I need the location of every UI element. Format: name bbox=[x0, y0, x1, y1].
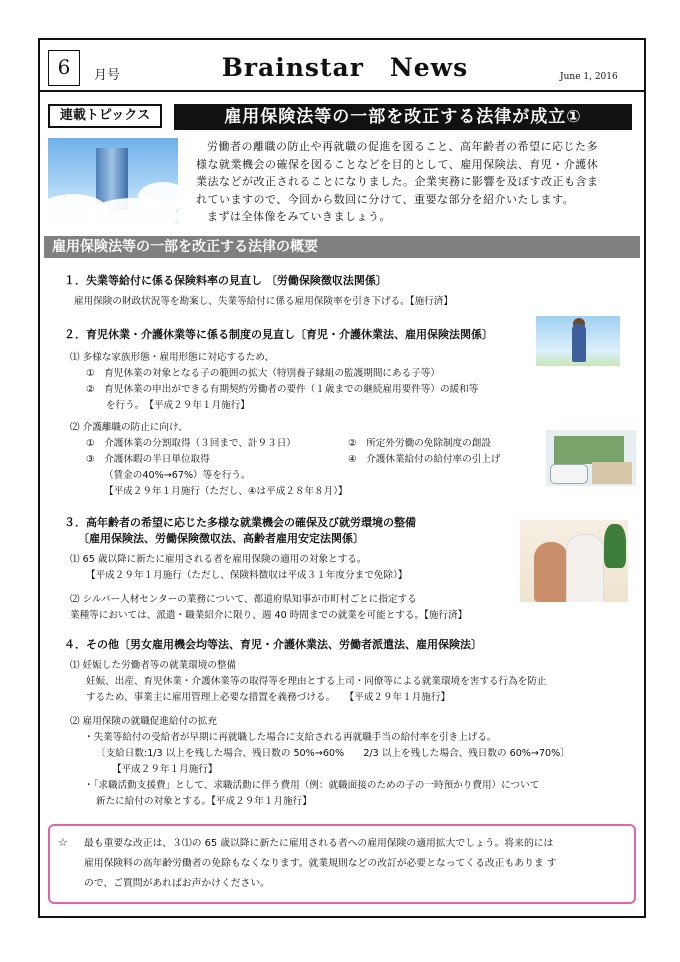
item-3-heading: ３．高年齢者の希望に応じた多様な就業機会の確保及び就労環境の整備 bbox=[64, 516, 416, 529]
intro-line: れていますので、今回から数回に分けて、重要な部分を紹介いたします。 bbox=[196, 192, 575, 206]
skyscraper-sky-image bbox=[48, 138, 178, 224]
item-4-a-line: するため、事業主に雇用管理上必要な措置を義務づける。 【平成２９年１月施行】 bbox=[86, 692, 451, 703]
intro-line: 様な就業機会の確保を図ることなどを目的として、雇用保険法、育児・介護休 bbox=[196, 157, 599, 171]
item-3-b-line: ⑵ シルバー人材センターの業務について、都道府県知事が市町村ごとに指定する bbox=[70, 594, 417, 605]
elderly-couple-photo bbox=[520, 520, 628, 602]
item-2-b-line: ③ 介護休暇の半日単位取得 bbox=[86, 454, 210, 465]
intro-line: 労働者の離職の防止や再就職の促進を図ること、高年齢者の希望に応じた多 bbox=[207, 140, 598, 153]
item-2-b-line: ⑵ 介護離職の防止に向け、 bbox=[70, 422, 188, 433]
item-4-b-line: ・「求職活動支援費」として、求職活動に伴う費用（例：就職面接のための子の一時預かり費用）について bbox=[84, 780, 540, 791]
newsletter-title: Brainstar News bbox=[221, 53, 469, 82]
item-4-b-line: 〔支給日数:1/3 以上を残した場合、残日数の 50%→60% 2/3 以上を残した場合、残日数の 60%→70%〕 bbox=[96, 748, 570, 759]
item-2-b-line: 【平成２９年１月施行（ただし、④は平成２８年８月）】 bbox=[104, 486, 348, 497]
header-rule bbox=[40, 90, 644, 92]
item-2-b-line: ② 所定外労働の免除制度の創設 bbox=[348, 438, 491, 449]
issue-date: June 1, 2016 bbox=[560, 72, 618, 82]
issue-month-label: 月号 bbox=[94, 68, 121, 83]
item-2-b-line: （賃金の40%→67%）等を行う。 bbox=[104, 470, 251, 481]
item-3-a-line: ⑴ 65 歳以降に新たに雇用される者を雇用保険の適用の対象とする。 bbox=[70, 554, 367, 565]
summary-note-box bbox=[48, 824, 636, 904]
item-1-text: 雇用保険の財政状況等を勘案し、失業等給付に係る雇用保険率を引き下げる。【施行済】 bbox=[74, 296, 453, 307]
item-4-a-line: 妊娠、出産、育児休業・介護休業等の取得等を理由とする上司・同僚等による就業環境を害する行為を防止 bbox=[86, 676, 547, 687]
item-4-heading: ４．その他〔男女雇用機会均等法、育児・介護休業法、労働者派遣法、雇用保険法〕 bbox=[64, 638, 482, 651]
child-photo bbox=[536, 316, 620, 366]
item-4-b-line: ⑵ 雇用保険の就職促進給付の拡充 bbox=[70, 716, 217, 727]
item-2-b-line: ④ 介護休業給付の給付率の引上げ bbox=[348, 454, 501, 465]
item-4-b-line: 【平成２９年１月施行】 bbox=[112, 764, 218, 775]
intro-paragraph bbox=[196, 138, 632, 226]
care-facility-photo bbox=[546, 430, 636, 486]
section-heading: 雇用保険法等の一部を改正する法律の概要 bbox=[44, 236, 640, 258]
star-icon: ☆ bbox=[58, 836, 68, 849]
summary-note-text bbox=[84, 834, 624, 894]
article-title: 雇用保険法等の一部を改正する法律が成立① bbox=[174, 104, 632, 130]
item-3-b-line: 業種等においては、派遣・職業紹介に限り、週 40 時間までの就業を可能とする。【施行済】 bbox=[70, 610, 468, 621]
item-3-a-line: 【平成２９年１月施行（ただし、保険料徴収は平成３１年度分まで免除）】 bbox=[86, 570, 408, 581]
note-line: ので、ご質問があればお声かけください。 bbox=[84, 878, 270, 889]
item-1-heading: １．失業等給付に係る保険料率の見直し 〔労働保険徴収法関係〕 bbox=[64, 274, 387, 287]
item-2-heading: ２．育児休業・介護休業等に係る制度の見直し〔育児・介護休業法、雇用保険法関係〕 bbox=[64, 328, 493, 341]
item-4-b-line: 新たに給付の対象とする。【平成２９年１月施行】 bbox=[96, 796, 312, 807]
item-2-a-line: ② 育児休業の申出ができる有期契約労働者の要件（１歳までの継続雇用要件等）の緩和等 bbox=[86, 384, 479, 395]
note-line: 雇用保険料の高年齢労働者の免除もなくなります。就業規則などの改訂が必要となってくる改正もありま す bbox=[84, 858, 557, 869]
topic-tag: 連載トピックス bbox=[48, 104, 162, 128]
item-3-subheading: 〔雇用保険法、労働保険徴収法、高齢者雇用安定法関係〕 bbox=[78, 532, 364, 545]
note-line: 最も重要な改正は、３⑴の 65 歳以降に新たに雇用される者への雇用保険の適用拡大でしょう。将来的には bbox=[84, 838, 554, 849]
item-2-a-line: ① 育児休業の対象となる子の範囲の拡大（特別養子縁組の監護期間にある子等） bbox=[86, 368, 440, 379]
item-2-b-line: ① 介護休業の分割取得（３回まで、計９３日） bbox=[86, 438, 296, 449]
intro-line: 業法などが改正されることになりました。企業実務に影響を及ぼす改正も含ま bbox=[196, 175, 599, 188]
item-4-a-line: ⑴ 妊娠した労働者等の就業環境の整備 bbox=[70, 660, 237, 671]
item-2-a-line: ⑴ 多様な家族形態・雇用形態に対応するため、 bbox=[70, 352, 275, 363]
item-4-b-line: ・失業等給付の受給者が早期に再就職した場合に支給される再就職手当の給付率を引き上げる。 bbox=[84, 732, 497, 743]
issue-number: 6 bbox=[48, 50, 80, 86]
intro-line: まずは全体像をみていきましょう。 bbox=[207, 210, 391, 223]
item-2-a-line: を行う。 【平成２９年１月施行】 bbox=[106, 400, 250, 411]
